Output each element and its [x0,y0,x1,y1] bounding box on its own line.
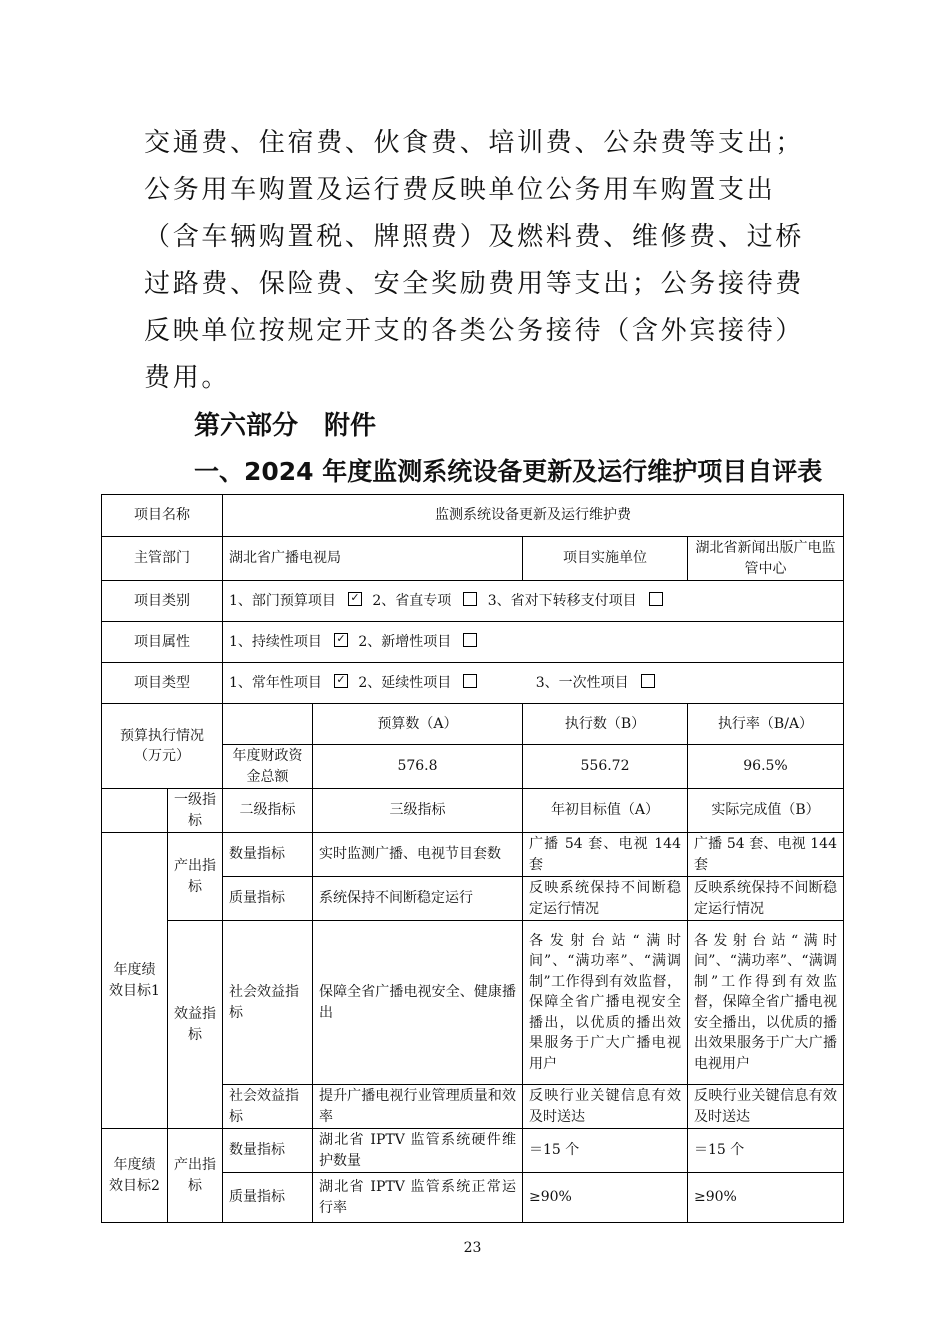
budget-a-value: 576.8 [313,745,523,789]
budget-row-label: 年度财政资金总额 [223,745,313,789]
budget-col-rate-header: 执行率（B/A） [688,704,844,745]
checkbox-checked-icon[interactable] [348,592,362,606]
category-opt-2: 2、省直专项 [372,592,452,609]
goal2-r1-actual: ＝15 个 [688,1129,844,1173]
goal2-r1-l3: 湖北省 IPTV 监管系统硬件维护数量 [313,1129,523,1173]
checkbox-empty-icon[interactable] [463,674,477,688]
budget-label: 预算执行情况（万元） [102,704,223,789]
goal2-r2-target: ≥90% [523,1173,688,1223]
goal1-r1-actual: 广播 54 套、电视 144 套 [688,833,844,877]
budget-col-b-header: 执行数（B） [523,704,688,745]
category-label: 项目类别 [102,581,223,622]
self-evaluation-table [101,494,844,1223]
impl-unit-value: 湖北省新闻出版广电监管中心 [688,537,844,581]
goal2-output-label: 产出指标 [168,1129,223,1223]
goal1-r4-l2: 社会效益指标 [223,1085,313,1129]
project-name-label: 项目名称 [102,495,223,537]
attr-opt-2: 2、新增性项目 [358,633,452,650]
section-title: 第六部分 附件 [194,411,377,441]
header-target: 年初目标值（A） [523,789,688,833]
goal2-r1-target: ＝15 个 [523,1129,688,1173]
goal1-r1-l3: 实时监测广播、电视节目套数 [313,833,523,877]
goal1-r3-actual: 各发射台站“满时间”、“满功率”、“满调制”工作得到有效监督，保障全省广播电视安全播出，以优质的播出效果服务于广大广播电视用户 [688,921,844,1085]
goal2-r1-l2: 数量指标 [223,1129,313,1173]
goal2-r2-l2: 质量指标 [223,1173,313,1223]
table-row [102,1129,844,1173]
attr-opt-1: 1、持续性项目 [229,633,322,650]
goal1-r4-actual: 反映行业关键信息有效及时送达 [688,1085,844,1129]
table-title: 一、2024 年度监测系统设备更新及运行维护项目自评表 [194,457,823,486]
header-actual: 实际完成值（B） [688,789,844,833]
budget-col-a-header: 预算数（A） [313,704,523,745]
dept-label: 主管部门 [102,537,223,581]
checkbox-empty-icon[interactable] [463,592,477,606]
checkbox-empty-icon[interactable] [641,674,655,688]
attr-options [223,622,844,663]
category-opt-1: 1、部门预算项目 [229,592,336,609]
header-level1: 一级指标 [168,789,223,833]
category-opt-3: 3、省对下转移支付项目 [487,592,637,609]
table-row [102,921,844,1085]
goal1-benefit-label: 效益指标 [168,921,223,1129]
goal1-r1-target: 广播 54 套、电视 144 套 [523,833,688,877]
goal1-r4-target: 反映行业关键信息有效及时送达 [523,1085,688,1129]
goal1-r3-target: 各发射台站“满时间”、“满功率”、“满调制”工作得到有效监督，保障全省广播电视安全播出，以优质的播出效果服务于广大广播电视用户 [523,921,688,1085]
checkbox-empty-icon[interactable] [463,633,477,647]
checkbox-checked-icon[interactable] [334,633,348,647]
header-level2: 二级指标 [223,789,313,833]
goal1-r2-l2: 质量指标 [223,877,313,921]
project-name-value: 监测系统设备更新及运行维护费 [223,495,844,537]
goal2-r2-actual: ≥90% [688,1173,844,1223]
type-opt-1: 1、常年性项目 [229,674,322,691]
goal1-r2-actual: 反映系统保持不间断稳定运行情况 [688,877,844,921]
goal2-r2-l3: 湖北省 IPTV 监管系统正常运行率 [313,1173,523,1223]
type-opt-2: 2、延续性项目 [358,674,452,691]
table-row [102,833,844,877]
type-options [223,663,844,704]
goal2-label: 年度绩效目标2 [102,1129,168,1223]
goal1-r1-l2: 数量指标 [223,833,313,877]
budget-b-value: 556.72 [523,745,688,789]
attr-label: 项目属性 [102,622,223,663]
budget-blank-cell [223,704,313,745]
impl-unit-label: 项目实施单位 [523,537,688,581]
goal1-r3-l2: 社会效益指标 [223,921,313,1085]
goal1-r2-l3: 系统保持不间断稳定运行 [313,877,523,921]
page-number: 23 [463,1240,482,1256]
dept-value: 湖北省广播电视局 [223,537,523,581]
checkbox-checked-icon[interactable] [334,674,348,688]
header-blank-cell [102,789,168,833]
goal1-r2-target: 反映系统保持不间断稳定运行情况 [523,877,688,921]
goal1-r4-l3: 提升广播电视行业管理质量和效率 [313,1085,523,1129]
budget-rate-value: 96.5% [688,745,844,789]
header-level3: 三级指标 [313,789,523,833]
category-options [223,581,844,622]
type-label: 项目类型 [102,663,223,704]
body-paragraph: 交通费、住宿费、伙食费、培训费、公杂费等支出；公务用车购置及运行费反映单位公务用车购置支出（含车辆购置税、牌照费）及燃料费、维修费、过桥过路费、保险费、安全奖励费用等支出；公务接待费反映单位按规定开支的各类公务接待（含外宾接待）费用。 [144,128,805,393]
goal1-output-label: 产出指标 [168,833,223,921]
goal1-label: 年度绩效目标1 [102,833,168,1129]
type-opt-3: 3、一次性项目 [535,674,629,691]
goal1-r3-l3: 保障全省广播电视安全、健康播出 [313,921,523,1085]
checkbox-empty-icon[interactable] [649,592,663,606]
